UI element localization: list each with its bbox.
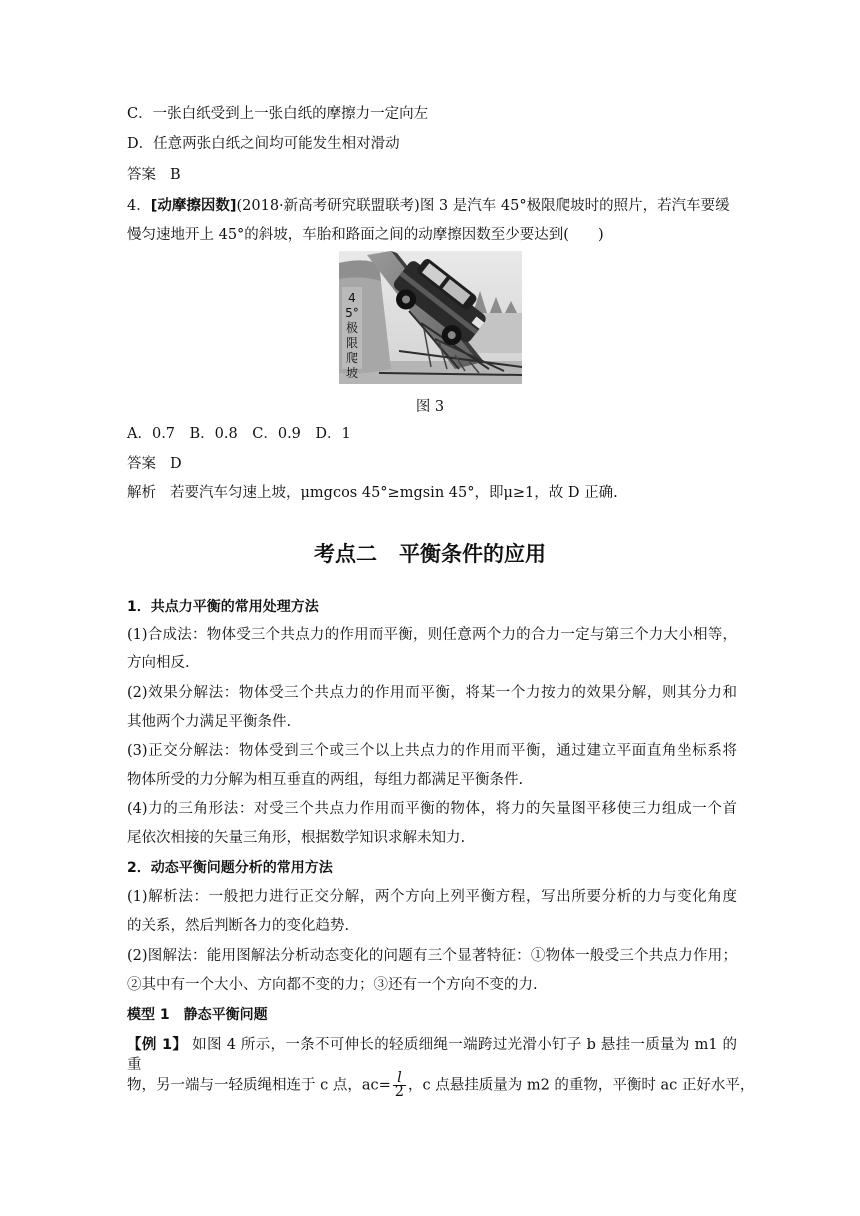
section-part-2: 平衡条件的应用	[399, 542, 546, 566]
method-1-line-1b: 方向相反.	[127, 655, 190, 671]
method-1-title: 1．共点力平衡的常用处理方法	[127, 599, 319, 615]
option-c: C．一张白纸受到上一张白纸的摩擦力一定向左	[127, 106, 429, 122]
car-climbing-photo	[339, 251, 522, 384]
analysis-label: 解析	[127, 485, 156, 501]
example-text-2-pre: 物，另一端与一轻质绳相连于 c 点，ac=	[127, 1077, 391, 1094]
method-2-title: 2．动态平衡问题分析的常用方法	[127, 860, 333, 876]
fraction-numerator: l	[393, 1072, 406, 1086]
example-text-2-post: ，c 点悬挂质量为 m2 的重物，平衡时 ac 正好水平，	[408, 1077, 755, 1094]
model-label: 模型 1	[127, 1007, 170, 1023]
model-title: 静态平衡问题	[183, 1007, 268, 1023]
method-2-line-1a: (1)解析法：一般把力进行正交分解，两个方向上列平衡方程，写出所要分析的力与变化角度	[127, 889, 737, 905]
method-1-line-2a: (2)效果分解法：物体受三个共点力的作用而平衡，将某一个力按力的效果分解，则其分力和	[127, 685, 737, 701]
method-2-line-2b: ②其中有一个大小、方向都不变的力；③还有一个方向不变的力.	[127, 977, 538, 993]
example-label: 【例 1】	[127, 1037, 188, 1053]
sign-text: 45°极限爬坡	[345, 291, 359, 380]
question-tag: [动摩擦因数]	[150, 198, 237, 214]
question-text-1: (2018·新高考研究联盟联考)图 3 是汽车 45°极限爬坡时的照片，若汽车要缓	[236, 198, 730, 214]
method-1-line-2b: 其他两个力满足平衡条件.	[127, 714, 292, 730]
method-1-line-3a: (3)正交分解法：物体受到三个或三个以上共点力的作用而平衡，通过建立平面直角坐标系将	[127, 743, 737, 759]
example-1-line-2	[127, 1070, 755, 1100]
fraction-l-over-2	[393, 1072, 406, 1099]
model-1-heading	[127, 1005, 737, 1025]
analysis-text: 若要汽车匀速上坡，μmgcos 45°≥mgsin 45°，即μ≥1，故 D 正确.	[170, 485, 618, 501]
method-1-line-1a: (1)合成法：物体受三个共点力的作用而平衡，则任意两个力的合力一定与第三个力大小相等，	[127, 627, 737, 643]
method-2-line-2a: (2)图解法：能用图解法分析动态变化的问题有三个显著特征：①物体一般受三个共点力作用；	[127, 948, 737, 964]
answer-3	[127, 165, 737, 185]
question-4-options: A．0.7 B．0.8 C．0.9 D．1	[127, 426, 351, 442]
question-number: 4．	[127, 198, 151, 214]
answer-label: 答案	[127, 456, 156, 472]
answer-4	[127, 454, 737, 474]
figure-caption: 图 3	[415, 399, 445, 415]
section-heading	[0, 540, 860, 568]
method-1-line-4a: (4)力的三角形法：对受三个共点力作用而平衡的物体，将力的矢量图平移使三力组成一个首	[127, 801, 737, 817]
question-4-line-1	[127, 196, 737, 216]
answer-value: B	[170, 167, 181, 183]
method-1-line-3b: 物体所受的力分解为相互垂直的两组，每组力都满足平衡条件.	[127, 772, 524, 788]
example-1-line-1	[127, 1035, 737, 1075]
question-4-line-2: 慢匀速地开上 45°的斜坡，车胎和路面之间的动摩擦因数至少要达到( )	[127, 227, 604, 243]
method-2-line-1b: 的关系，然后判断各力的变化趋势.	[127, 918, 350, 934]
option-d: D．任意两张白纸之间均可能发生相对滑动	[127, 136, 400, 152]
answer-value: D	[170, 456, 182, 472]
section-part-1: 考点二	[314, 542, 377, 566]
example-text-1: 如图 4 所示，一条不可伸长的轻质细绳一端跨过光滑小钉子 b 悬挂一质量为 m1 的重	[127, 1037, 738, 1073]
analysis-4	[127, 483, 737, 503]
answer-label: 答案	[127, 167, 156, 183]
method-1-line-4b: 尾依次相接的矢量三角形，根据数学知识求解未知力.	[127, 830, 466, 846]
fraction-denominator: 2	[394, 1084, 404, 1100]
